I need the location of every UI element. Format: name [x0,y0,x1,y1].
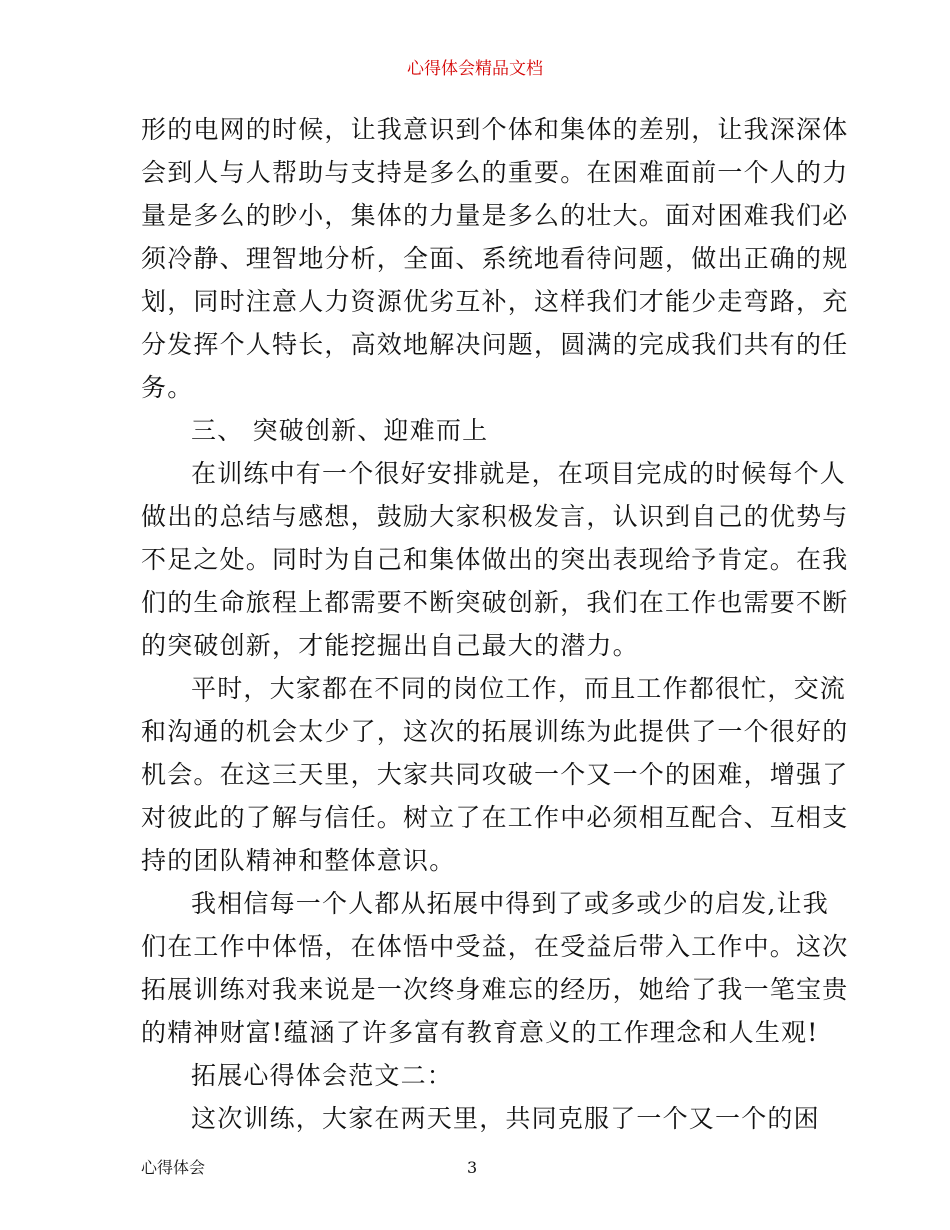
text-line: 务。 [141,373,194,402]
text-line: 划，同时注意人力资源优劣互补，这样我们才能少走弯路，充 [141,287,849,316]
text-line: 的突破创新，才能挖掘出自己最大的潜力。 [141,631,639,660]
section-heading: 三、 突破创新、迎难而上 [191,416,489,445]
paragraph-start: 在训练中有一个很好安排就是，在项目完成的时候每个人 [191,459,847,488]
footer-label: 心得体会 [141,1158,206,1177]
text-line: 形的电网的时候，让我意识到个体和集体的差别，让我深深体 [141,115,849,144]
text-line: 对彼此的了解与信任。树立了在工作中必须相互配合、互相支 [141,803,849,832]
text-line: 持的团队精神和整体意识。 [141,846,456,875]
text-line: 的精神财富!蕴涵了许多富有教育意义的工作理念和人生观! [141,1018,819,1047]
paragraph-start: 平时，大家都在不同的岗位工作，而且工作都很忙，交流 [191,674,847,703]
text-line: 拓展训练对我来说是一次终身难忘的经历，她给了我一笔宝贵 [141,975,849,1004]
text-line: 量是多么的眇小，集体的力量是多么的壮大。面对困难我们必 [141,201,849,230]
text-line: 不足之处。同时为自己和集体做出的突出表现给予肯定。在我 [141,545,849,574]
body-text [141,108,849,1140]
text-line: 们在工作中体悟，在体悟中受益，在受益后带入工作中。这次 [141,932,849,961]
page-header: 心得体会精品文档 [407,59,543,79]
text-line: 们的生命旅程上都需要不断突破创新，我们在工作也需要不断 [141,588,849,617]
paragraph-start: 我相信每一个人都从拓展中得到了或多或少的启发,让我 [191,889,829,918]
page-number: 3 [467,1158,478,1177]
text-line: 分发挥个人特长，高效地解决问题，圆满的完成我们共有的任 [141,330,849,359]
paragraph-start: 这次训练，大家在两天里，共同克服了一个又一个的困 [191,1104,820,1133]
text-line: 会到人与人帮助与支持是多么的重要。在困难面前一个人的力 [141,158,849,187]
text-line: 和沟通的机会太少了，这次的拓展训练为此提供了一个很好的 [141,717,849,746]
text-line: 机会。在这三天里，大家共同攻破一个又一个的困难，增强了 [141,760,849,789]
text-line: 做出的总结与感想，鼓励大家积极发言，认识到自己的优势与 [141,502,849,531]
subheading: 拓展心得体会范文二： [191,1061,454,1090]
text-line: 须冷静、理智地分析，全面、系统地看待问题，做出正确的规 [141,244,849,273]
